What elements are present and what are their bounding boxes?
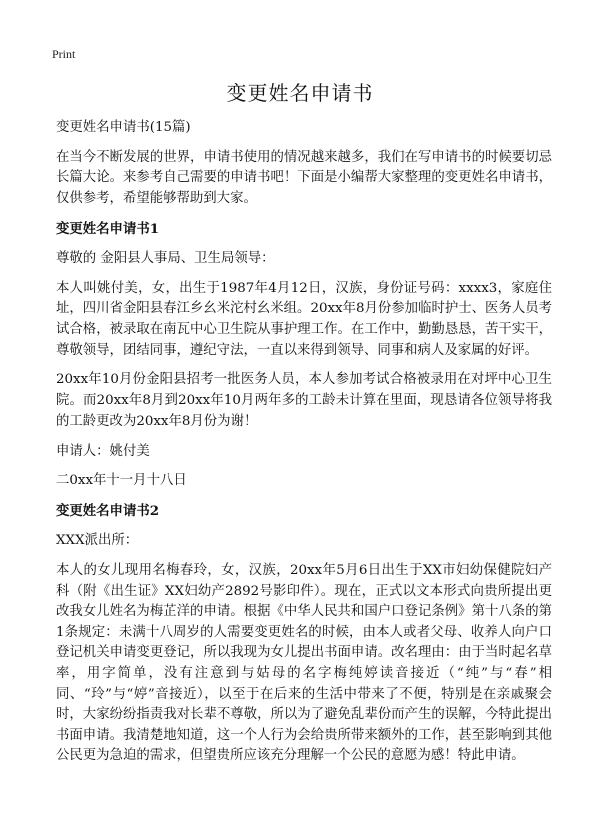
document-subtitle: 变更姓名申请书(15篇) <box>56 120 191 135</box>
section-2-salutation: XXX派出所： <box>56 533 139 549</box>
section-1-salutation: 尊敬的 金阳县人事局、卫生局领导： <box>56 250 275 266</box>
section-1-paragraph-1: 本人叫姚付美，女，出生于1987年4月12日，汉族，身份证号码：xxxx3，家庭住址，四川省金阳县春江乡幺米沱村幺米组。20xx年8月份参加临时护士、医务人员考试合格，被录取在南瓦中心卫生院从事护理工作。在工作中，勤勤恳恳，苦干实干，尊敬领导，团结同事，遵纪守法，一直以来得到领导、同事和病人及家属的好评。 <box>56 280 552 358</box>
section-1-applicant: 申请人：姚付美 <box>56 443 150 459</box>
section-1-paragraph-2: 20xx年10月份金阳县招考一批医务人员，本人参加考试合格被录用在对坪中心卫生院。而20xx年8月到20xx年10月两年多的工龄未计算在里面，现恳请各位领导将我的工龄更改为20xx年8月份为谢！ <box>56 372 552 429</box>
print-link[interactable]: Print <box>52 47 76 61</box>
section-1-date: 二0xx年十一月十八日 <box>56 473 187 489</box>
section-2-heading: 变更姓名申请书2 <box>56 503 160 520</box>
section-2-paragraph-1: 本人的女儿现用名梅春玲，女，汉族，20xx年5月6日出生于XX市妇幼保健院妇产科（附《出生证》XX妇幼产2892号影印件）。现在，正式以文本形式向贵所提出更改我女儿姓名为梅芷洋的申请。根据《中华人民共和国户口登记条例》第十八条的第1条规定：未满十八周岁的人需要变更姓名的时候，由本人或者父母、收养人向户口登记机关申请变更登记，所以我现为女儿提出书面申请。改名理由：由于当时起名草率，用字简单，没有注意到与姑母的名字梅纯婷读音接近（“纯”与“春”相同、“玲”与“婷”音接近），以至于在后来的生活中带来了不便，特别是在亲戚聚会时，大家纷纷指责我对长辈不尊敬，所以为了避免乱辈份而产生的误解，今特此提出书面申请。我清楚地知道，这一个人行为会给贵所带来额外的工作，甚至影响到其他公民更为急迫的需求，但望贵所应该充分理解一个公民的意愿为感！特此申请。 <box>56 563 552 764</box>
page-title: 变更姓名申请书 <box>226 81 374 105</box>
section-1-heading: 变更姓名申请书1 <box>56 220 160 237</box>
intro-paragraph: 在当今不断发展的世界，申请书使用的情况越来越多，我们在写申请书的时候要切忌长篇大论。来参考自己需要的申请书吧！下面是小编帮大家整理的变更姓名申请书，仅供参考，希望能够帮助到大家。 <box>56 149 552 207</box>
document-body <box>56 118 552 776</box>
